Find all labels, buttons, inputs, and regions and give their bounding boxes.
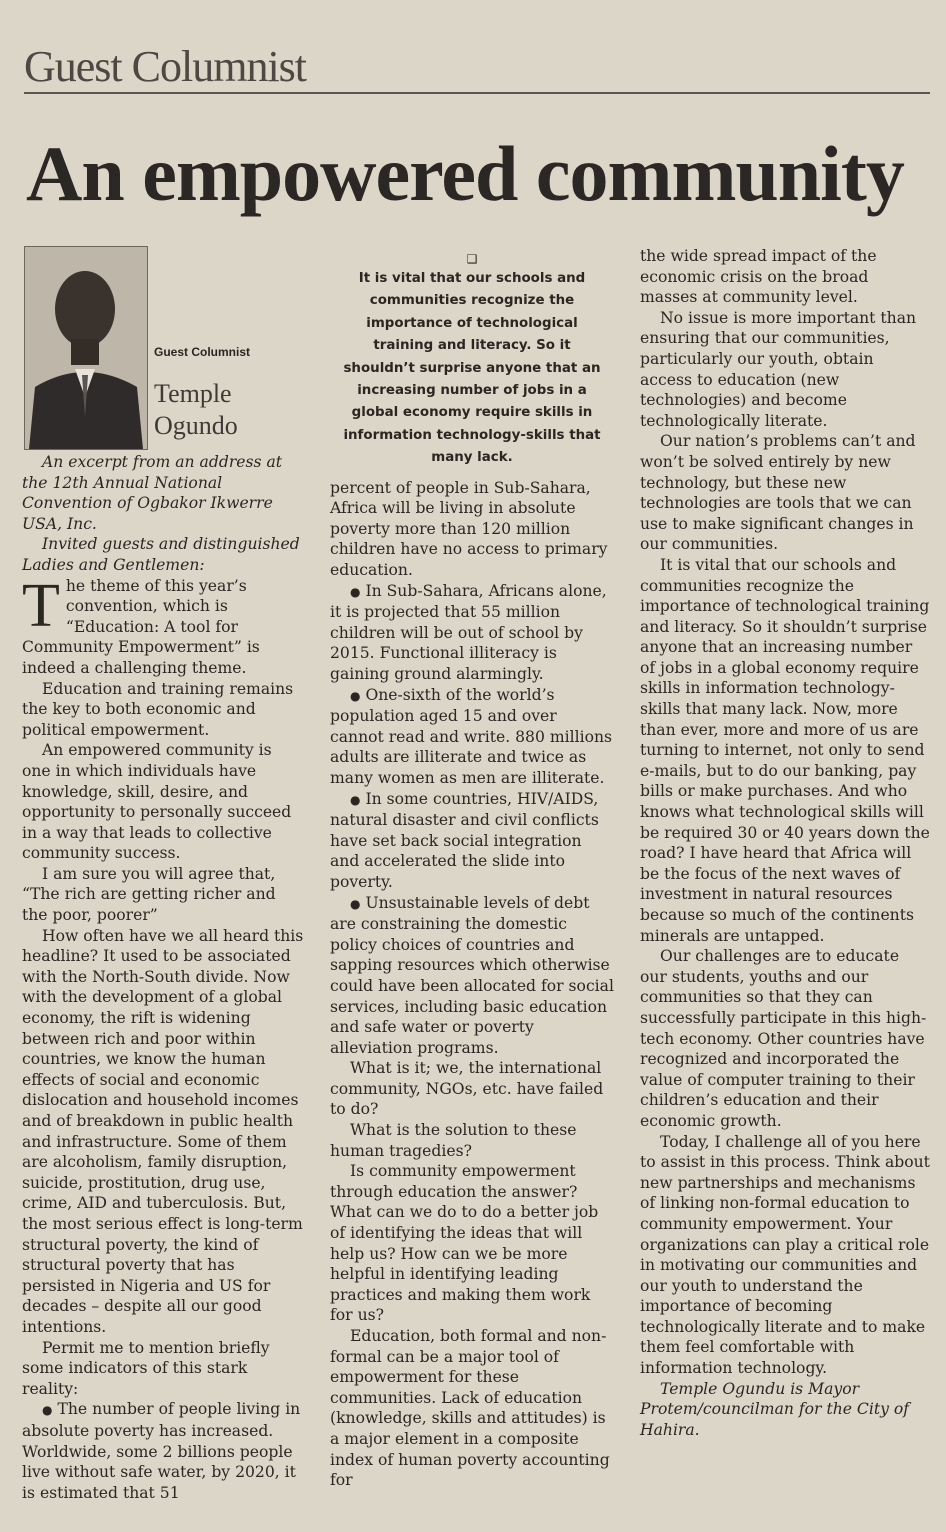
section-heading: Guest Columnist (24, 42, 930, 94)
body-paragraph: No issue is more important than ensuring that our communities, particularly our youth, obtain access to education (new technologies) and become technologically literate. (640, 308, 917, 430)
author-box (22, 246, 304, 452)
bullet-paragraph: ● The number of people living in absolute poverty has increased. Worldwide, some 2 billions people live without safe water, by 2020, it is estimated that 51 (22, 1400, 301, 1502)
author-first-name: Temple (154, 379, 232, 408)
bullet-icon: ● (350, 688, 361, 703)
column-1 (22, 246, 304, 1503)
opening-text: he theme of this year’s convention, which is “Education: A tool for Community Empowerment” is indeed a challenging theme. (22, 576, 260, 677)
body-paragraph: Education and training remains the key to both economic and political empowerment. (22, 679, 294, 739)
body-paragraph: What is the solution to these human tragedies? (330, 1121, 577, 1160)
salutation-line: Invited guests and distinguished Ladies and Gentlemen: (22, 535, 300, 574)
bullet-icon: ● (350, 792, 361, 807)
intro-line: An excerpt from an address at the 12th Annual National Convention of Ogbakor Ikwerre USA, Inc. (22, 453, 283, 533)
body-paragraph: What is it; we, the international community, NGOs, etc. have failed to do? (330, 1059, 604, 1119)
author-signoff: Temple Ogundu is Mayor Protem/councilman for the City of Hahira. (640, 1379, 910, 1439)
column-2 (330, 246, 614, 1491)
author-tag: Guest Columnist (154, 345, 251, 359)
body-paragraph: Education, both formal and non-formal can be a major tool of empowerment for these communities. Lack of education (knowledge, skills and attitudes) is a major element in a composite index of human poverty accounting for (330, 1327, 610, 1490)
bullet-paragraph: ● One-sixth of the world’s population aged 15 and over cannot read and write. 880 millions adults are illiterate and twice as many women as men are illiterate. (330, 685, 613, 787)
bullet-icon: ● (350, 584, 361, 599)
drop-cap: T (22, 571, 60, 640)
body-paragraph: How often have we all heard this headline? It used to be associated with the North-South divide. Now with the development of a global economy, the rift is widening between rich and poor within countries, we know the human effects of social and economic dislocation and household incomes and of breakdown in public health and infrastructure. Some of them are alcoholism, family disruption, suicide, prostitution, drug use, crime, AID and tuberculosis. But, the most serious effect is long-term structural poverty, the kind of structural poverty that has persisted in Nigeria and US for decades – despite all our good intentions. (22, 926, 304, 1336)
continued-paragraph: percent of people in Sub-Sahara, Africa will be living in absolute poverty more than 120 million children have no access to primary education. (330, 478, 608, 580)
article-headline: An empowered community (26, 130, 904, 217)
body-paragraph: I am sure you will agree that, “The rich are getting richer and the poor, poorer” (22, 864, 276, 925)
bullet-icon: ● (42, 1403, 53, 1418)
body-paragraph: An empowered community is one in which individuals have knowledge, skill, desire, and opportunity to personally succeed in a way that leads to collective community success. (22, 741, 292, 863)
author-photo (24, 246, 148, 450)
pull-quote-box-icon: ❑ (466, 252, 478, 266)
author-last-name: Ogundo (154, 411, 238, 440)
pull-quote: It is vital that our schools and communities recognize the importance of technological training and literacy. So it shouldn’t surprise anyone that an increasing number of jobs in a global economy require skills in information technology-skills that many lack. (343, 271, 601, 466)
bullet-paragraph: ● Unsustainable levels of debt are constraining the domestic policy choices of countries and sapping resources which otherwise could have been allocated for social services, including basic education and safe water or poverty alleviation programs. (330, 893, 614, 1057)
bullet-icon: ● (350, 896, 361, 911)
opening-paragraph (22, 571, 304, 679)
body-paragraph: Today, I challenge all of you here to assist in this process. Think about new partnerships and mechanisms of linking non-formal education to community empowerment. Your organizations can play a critical role in motivating our communities and our youth to understand the importance of becoming technologically literate and to make them feel comfortable with information technology. (640, 1132, 930, 1378)
body-paragraph: Is community empowerment through education the answer? What can we do to do a better job of identifying the ideas that will help us? How can we be more helpful in identifying leading practices and making them work for us? (330, 1162, 599, 1325)
body-paragraph: Permit me to mention briefly some indicators of this stark reality: (22, 1338, 270, 1398)
bullet-paragraph: ● In some countries, HIV/AIDS, natural disaster and civil conflicts have set back social integration and accelerated the slide into poverty. (330, 789, 599, 891)
portrait-illustration (25, 247, 147, 449)
bullet-paragraph: ● In Sub-Sahara, Africans alone, it is projected that 55 million children will be out of school by 2015. Functional illiteracy is gaining ground alarmingly. (330, 581, 607, 683)
body-paragraph: Our challenges are to educate our students, youths and our communities so that they can successfully participate in this high-tech economy. Other countries have recognized and incorporated the value of computer training to their children’s education and their economic growth. (640, 947, 927, 1130)
body-paragraph: It is vital that our schools and communities recognize the importance of technological training and literacy. So it shouldn’t surprise anyone that an increasing number of jobs in a global economy require skills in information technology-skills that many lack. Now, more than ever, more and more of us are turning to internet, not only to send e-mails, but to do our banking, pay bills or make purchases. And who knows what technological skills will be required 30 or 40 years down the road? I have heard that Africa will be the focus of the next waves of investment in natural resources because so much of the continents minerals are untapped. (640, 555, 930, 945)
author-name (154, 378, 238, 442)
body-paragraph: Our nation’s problems can’t and won’t be solved entirely by new technology, but these new technologies are tools that we can use to make significant changes in our communities. (640, 432, 916, 554)
column-3 (640, 246, 930, 1440)
continued-paragraph: the wide spread impact of the economic crisis on the broad masses at community level. (640, 247, 877, 307)
